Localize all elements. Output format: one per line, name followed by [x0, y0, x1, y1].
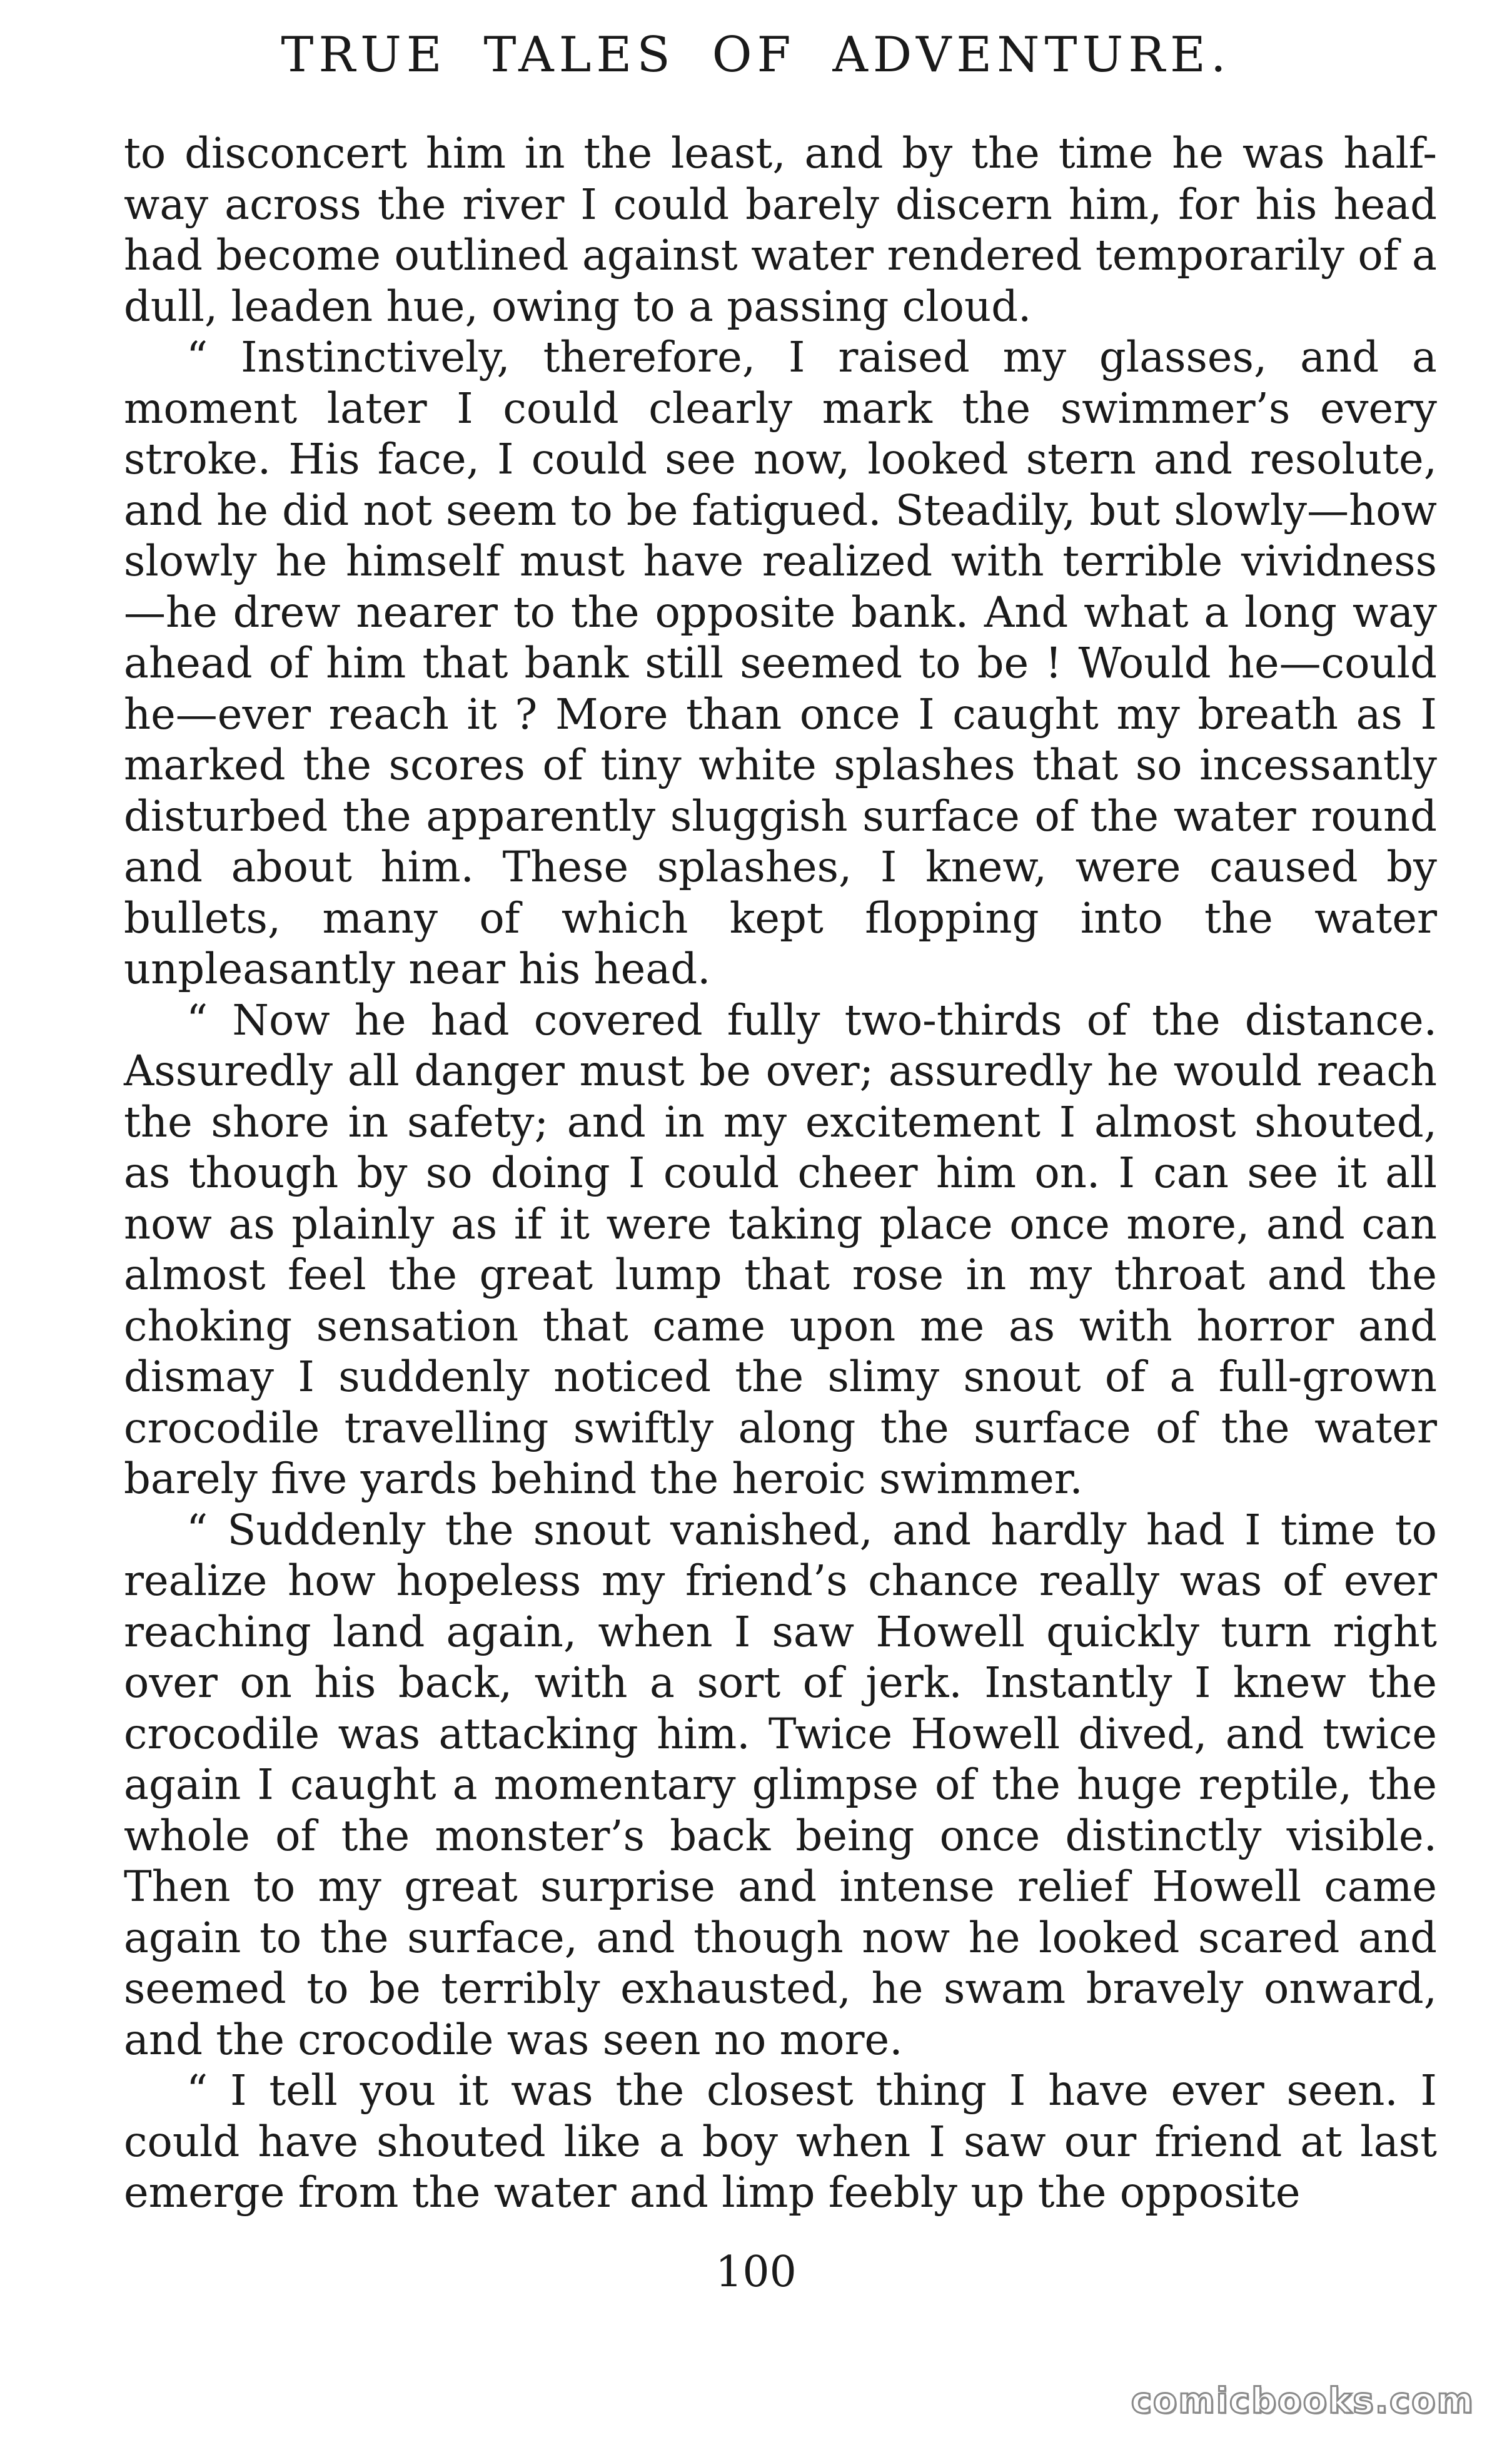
paragraph: “ Instinctively, therefore, I raised my glasses, and a moment later I could clearly mark the swimmer’s every stroke. His face, I could see now, looked stern and resolute, and he did not seem to be fatigued. Steadily, but slowly—how slowly he himself must have realized with terrible vividness—he drew nearer to the opposite bank. And what a long way ahead of him that bank still seemed to be ! Would he—could he—ever reach it ? More than once I caught my breath as I marked the scores of tiny white splashes that so incessantly disturbed the apparently sluggish surface of the water round and about him. These splashes, I knew, were caused by bullets, many of which kept flopping into the water unpleasantly near his head.: [124, 333, 1437, 993]
paragraph: to disconcert him in the least, and by the time he was half-way across the river I could barely discern him, for his head had become outlined against water rendered temporarily of a dull, leaden hue, owing to a passing cloud.: [124, 129, 1437, 331]
paragraph: “ Suddenly the snout vanished, and hardly had I time to realize how hopeless my friend’s chance really was of ever reaching land again, when I saw Howell quickly turn right over on his back, with a sort of jerk. Instantly I knew the crocodile was attacking him. Twice Howell dived, and twice again I caught a momentary glimpse of the huge reptile, the whole of the monster’s back being once distinctly visible. Then to my great surprise and intense relief Howell came again to the surface, and though now he looked scared and seemed to be terribly exhausted, he swam bravely onward, and the crocodile was seen no more.: [124, 1505, 1437, 2064]
paragraph: “ Now he had covered fully two-thirds of the distance. Assuredly all danger must be over; assuredly he would reach the shore in safety; and in my excitement I almost shouted, as though by so doing I could cheer him on. I can see it all now as plainly as if it were taking place once more, and can almost feel the great lump that rose in my throat and the choking sensation that came upon me as with horror and dismay I suddenly noticed the slimy snout of a full-grown crocodile travelling swiftly along the surface of the water barely five yards behind the heroic swimmer.: [124, 995, 1437, 1503]
page-number: 100: [715, 2247, 797, 2297]
page-body: [124, 128, 1437, 2219]
paragraph: “ I tell you it was the closest thing I have ever seen. I could have shouted like a boy when I saw our friend at last emerge from the water and limp feebly up the opposite: [124, 2066, 1437, 2217]
watermark-logo: comicbooks.com: [1131, 2381, 1474, 2421]
running-title: TRUE TALES OF ADVENTURE.: [281, 27, 1231, 83]
